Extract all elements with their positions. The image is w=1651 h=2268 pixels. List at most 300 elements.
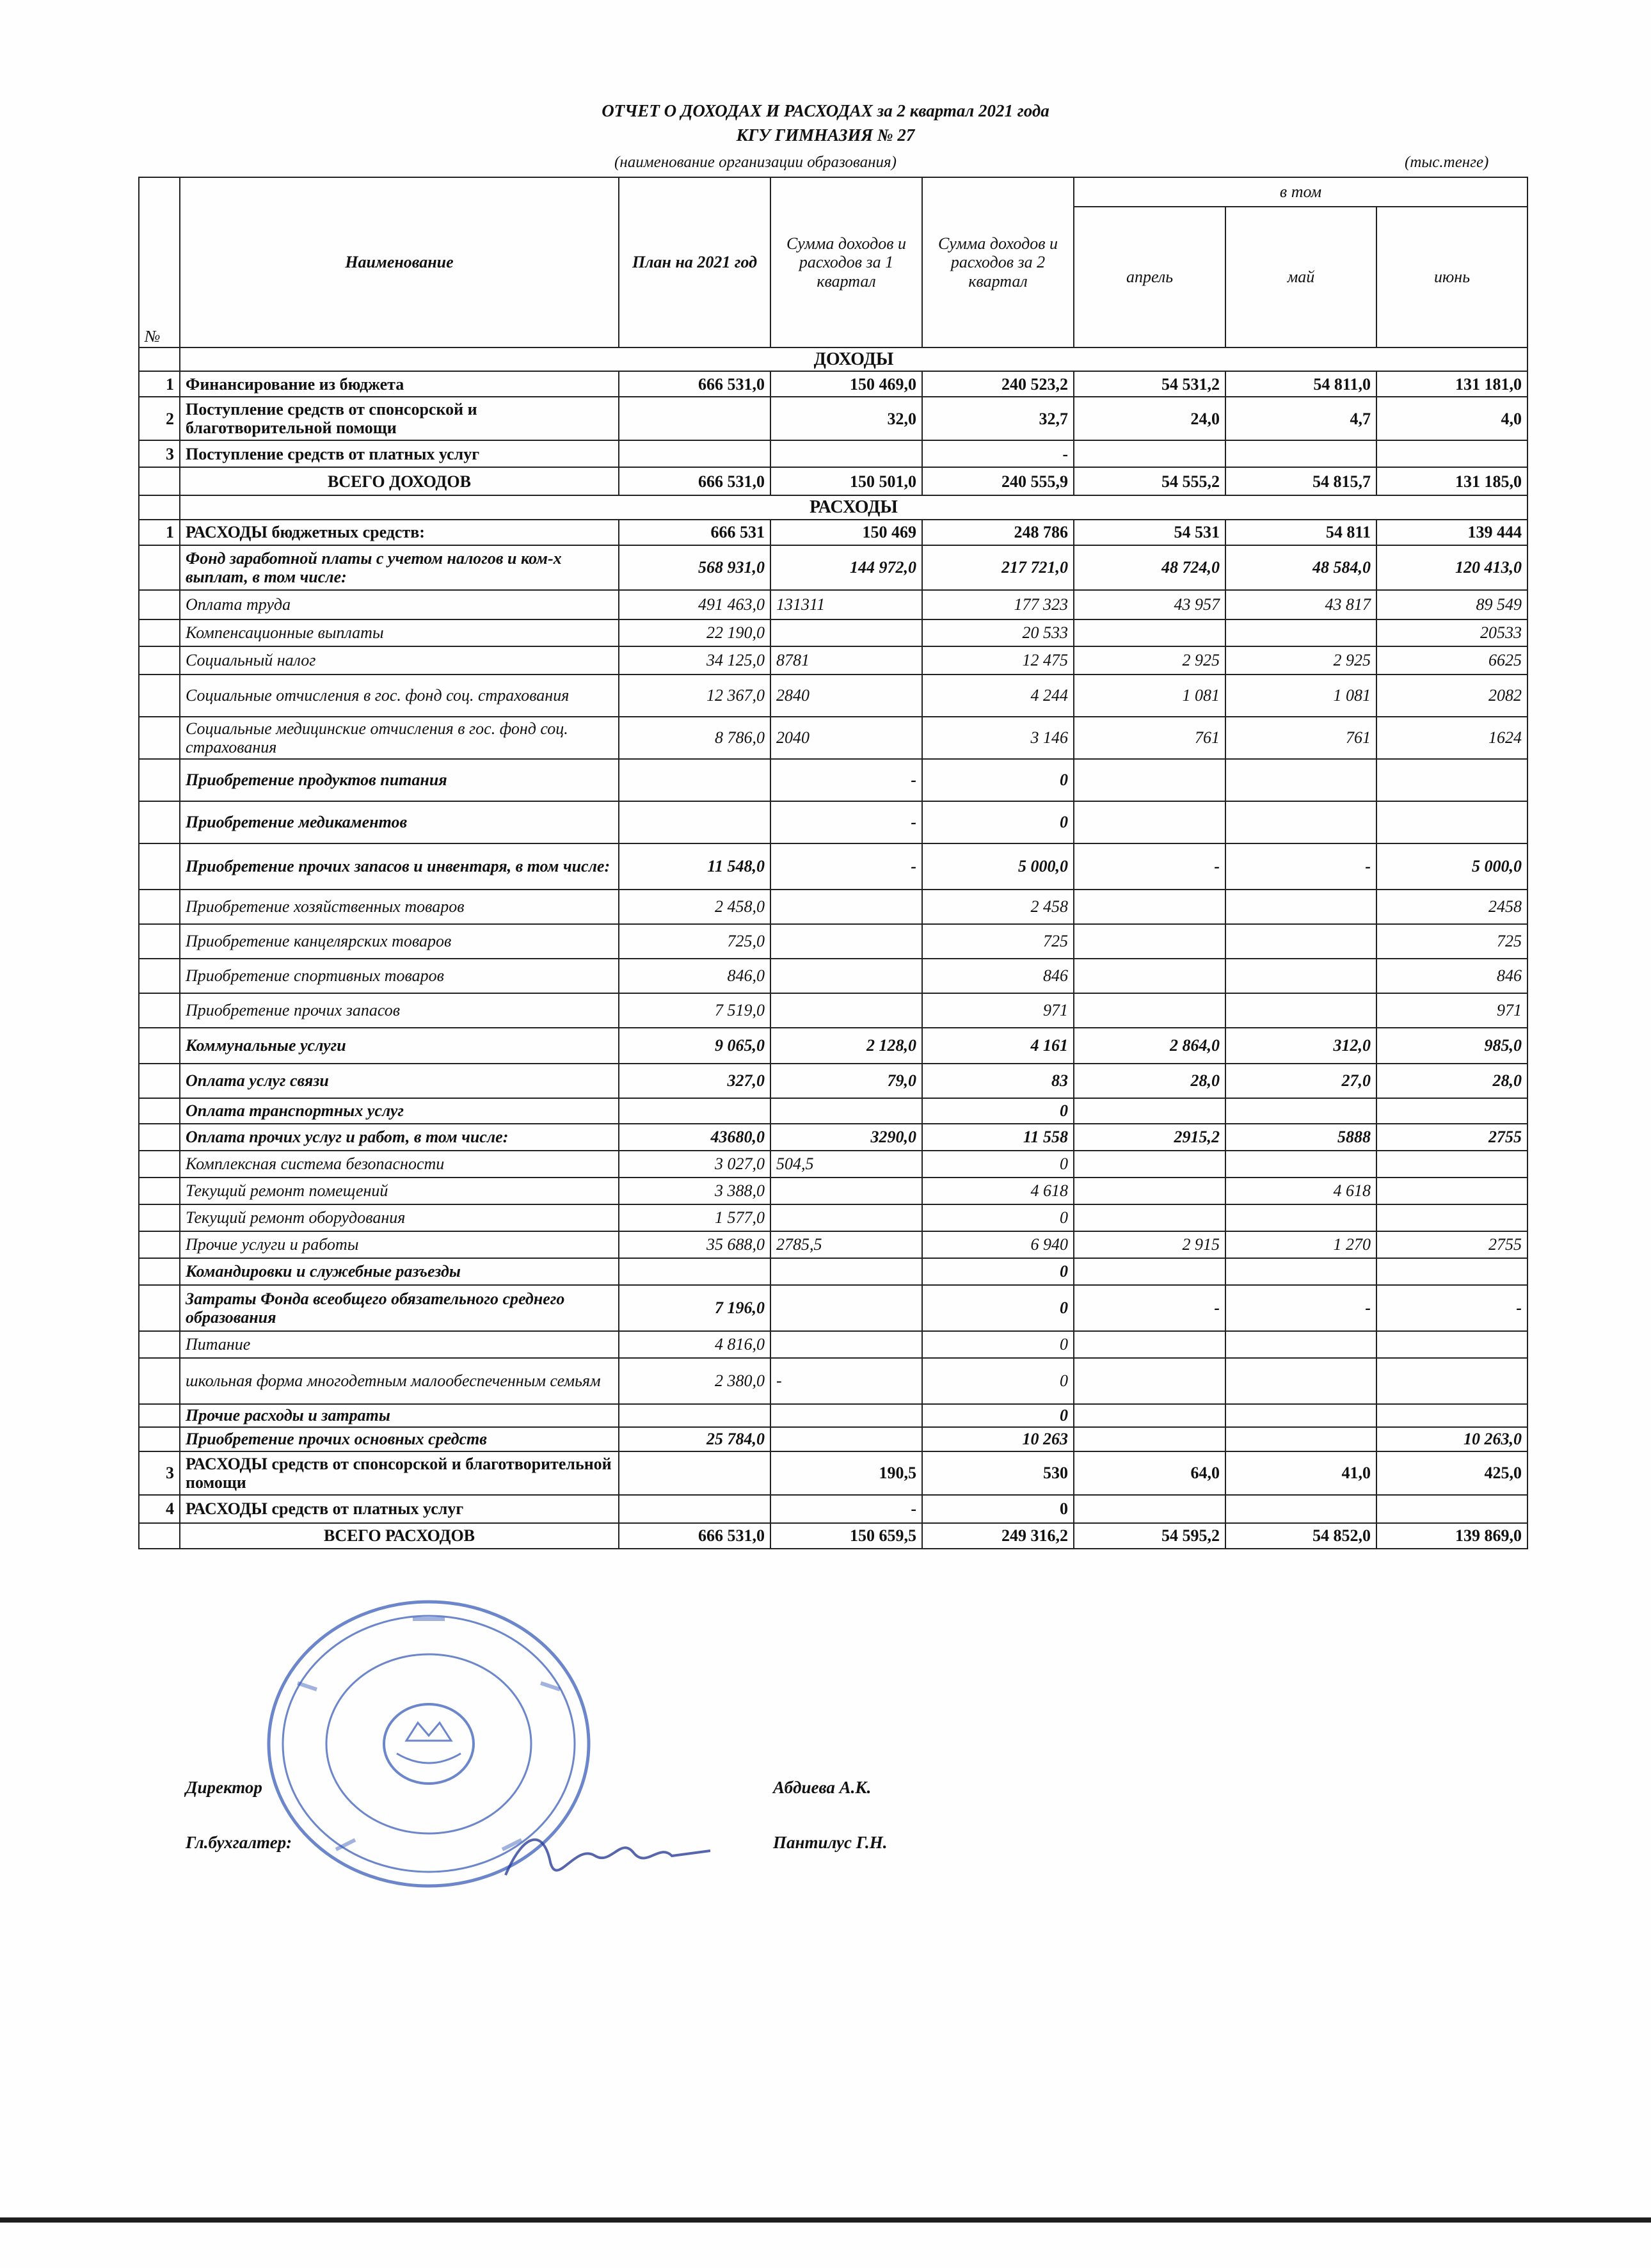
cell-q2: 6 940 <box>922 1231 1074 1258</box>
cell-may: 48 584,0 <box>1225 545 1376 590</box>
expense-row <box>139 1124 1527 1151</box>
cell-apr <box>1074 759 1225 801</box>
cell-q1: 150 469,0 <box>770 371 922 397</box>
cell-jun: 6625 <box>1376 646 1527 675</box>
cell-may: 761 <box>1225 717 1376 759</box>
row-number <box>139 1204 180 1231</box>
cell-may: 1 270 <box>1225 1231 1376 1258</box>
cell-q1 <box>770 1204 922 1231</box>
expense-row <box>139 1495 1527 1523</box>
cell-q1: 2785,5 <box>770 1231 922 1258</box>
income-row <box>139 440 1527 467</box>
row-name: Командировки и служебные разъезды <box>180 1258 619 1285</box>
cell-apr: 54 531,2 <box>1074 371 1225 397</box>
row-number <box>139 1178 180 1204</box>
cell-q1: 131311 <box>770 590 922 619</box>
cell-plan: 9 065,0 <box>619 1028 770 1064</box>
row-number <box>139 590 180 619</box>
row-name: Прочие услуги и работы <box>180 1231 619 1258</box>
expense-row <box>139 1258 1527 1285</box>
cell-q1: 2040 <box>770 717 922 759</box>
cell-q2: 0 <box>922 1495 1074 1523</box>
row-number <box>139 1285 180 1331</box>
cell-q1: 150 501,0 <box>770 467 922 495</box>
cell-q1: 190,5 <box>770 1451 922 1495</box>
row-number <box>139 1358 180 1404</box>
cell-plan <box>619 1404 770 1427</box>
cell-may: 43 817 <box>1225 590 1376 619</box>
row-number <box>139 1523 180 1549</box>
expense-row <box>139 993 1527 1028</box>
cell-q1: 2 128,0 <box>770 1028 922 1064</box>
row-number <box>139 545 180 590</box>
row-number <box>139 959 180 993</box>
expense-total-row <box>139 1523 1527 1549</box>
cell-apr: 2 915 <box>1074 1231 1225 1258</box>
expense-row <box>139 1331 1527 1358</box>
row-name: Приобретение прочих запасов <box>180 993 619 1028</box>
cell-jun <box>1376 1204 1527 1231</box>
cell-apr <box>1074 440 1225 467</box>
cell-q1 <box>770 959 922 993</box>
cell-plan: 22 190,0 <box>619 619 770 646</box>
cell-apr <box>1074 1151 1225 1178</box>
cell-apr: 2 925 <box>1074 646 1225 675</box>
cell-q1 <box>770 1178 922 1204</box>
cell-apr <box>1074 1404 1225 1427</box>
cell-jun <box>1376 1331 1527 1358</box>
row-name: Социальный налог <box>180 646 619 675</box>
cell-jun: 725 <box>1376 924 1527 959</box>
cell-q1 <box>770 1427 922 1451</box>
row-name: Затраты Фонда всеобщего обязательного среднего образования <box>180 1285 619 1331</box>
cell-plan <box>619 1098 770 1124</box>
row-number <box>139 759 180 801</box>
cell-apr: 48 724,0 <box>1074 545 1225 590</box>
expense-row <box>139 545 1527 590</box>
cell-plan: 43680,0 <box>619 1124 770 1151</box>
cell-may <box>1225 959 1376 993</box>
official-seal-stamp <box>259 1593 598 1894</box>
cell-plan: 666 531,0 <box>619 467 770 495</box>
cell-may <box>1225 890 1376 924</box>
row-name: Поступление средств от платных услуг <box>180 440 619 467</box>
cell-q2: 0 <box>922 1358 1074 1404</box>
expense-row <box>139 1427 1527 1451</box>
cell-jun <box>1376 440 1527 467</box>
header-q1: Сумма доходов и расходов за 1 квартал <box>770 177 922 347</box>
cell-q1: 144 972,0 <box>770 545 922 590</box>
cell-apr <box>1074 619 1225 646</box>
cell-jun: 2755 <box>1376 1124 1527 1151</box>
cell-q1: 504,5 <box>770 1151 922 1178</box>
scan-edge-stripe <box>0 2217 1651 2223</box>
cell-jun: 10 263,0 <box>1376 1427 1527 1451</box>
expense-row <box>139 1451 1527 1495</box>
row-name: Приобретение прочих запасов и инвентаря, в том числе: <box>180 843 619 890</box>
income-row <box>139 397 1527 440</box>
header-april: апрель <box>1074 207 1225 347</box>
row-name: ВСЕГО ДОХОДОВ <box>180 467 619 495</box>
cell-q2: 4 161 <box>922 1028 1074 1064</box>
cell-q2: 3 146 <box>922 717 1074 759</box>
cell-plan <box>619 759 770 801</box>
row-number <box>139 1124 180 1151</box>
expense-row <box>139 1404 1527 1427</box>
cell-q1: 79,0 <box>770 1064 922 1098</box>
cell-q2: 4 244 <box>922 675 1074 717</box>
row-name: Компенсационные выплаты <box>180 619 619 646</box>
cell-plan: 3 027,0 <box>619 1151 770 1178</box>
cell-jun: 120 413,0 <box>1376 545 1527 590</box>
cell-may <box>1225 759 1376 801</box>
cell-plan <box>619 1495 770 1523</box>
header-may: май <box>1225 207 1376 347</box>
row-number <box>139 1331 180 1358</box>
expense-row <box>139 520 1527 545</box>
cell-may <box>1225 1495 1376 1523</box>
cell-apr <box>1074 1331 1225 1358</box>
cell-jun: 2082 <box>1376 675 1527 717</box>
cell-q1 <box>770 440 922 467</box>
cell-may <box>1225 1358 1376 1404</box>
cell-plan: 2 458,0 <box>619 890 770 924</box>
cell-plan: 2 380,0 <box>619 1358 770 1404</box>
cell-jun: 425,0 <box>1376 1451 1527 1495</box>
expense-row <box>139 1178 1527 1204</box>
cell-jun: 846 <box>1376 959 1527 993</box>
expense-row <box>139 890 1527 924</box>
expense-section-title: РАСХОДЫ <box>180 495 1527 519</box>
cell-apr: - <box>1074 1285 1225 1331</box>
cell-may <box>1225 801 1376 843</box>
cell-plan: 11 548,0 <box>619 843 770 890</box>
cell-q1: - <box>770 1495 922 1523</box>
expense-row <box>139 801 1527 843</box>
cell-apr: 2915,2 <box>1074 1124 1225 1151</box>
row-name: Приобретение продуктов питания <box>180 759 619 801</box>
row-name: ВСЕГО РАСХОДОВ <box>180 1523 619 1549</box>
cell-jun: 2755 <box>1376 1231 1527 1258</box>
cell-q2: - <box>922 440 1074 467</box>
row-number: 3 <box>139 440 180 467</box>
cell-q1 <box>770 619 922 646</box>
cell-jun <box>1376 1258 1527 1285</box>
cell-q1: - <box>770 1358 922 1404</box>
cell-q1: - <box>770 843 922 890</box>
cell-apr: 64,0 <box>1074 1451 1225 1495</box>
cell-plan: 491 463,0 <box>619 590 770 619</box>
accountant-name: Пантилус Г.Н. <box>773 1833 888 1852</box>
expense-row <box>139 717 1527 759</box>
cell-plan <box>619 1258 770 1285</box>
expense-row <box>139 1028 1527 1064</box>
cell-q2: 0 <box>922 1098 1074 1124</box>
cell-q2: 0 <box>922 1204 1074 1231</box>
row-number <box>139 801 180 843</box>
cell-apr: 43 957 <box>1074 590 1225 619</box>
cell-plan: 3 388,0 <box>619 1178 770 1204</box>
cell-plan: 846,0 <box>619 959 770 993</box>
cell-apr <box>1074 1178 1225 1204</box>
expense-row <box>139 1285 1527 1331</box>
cell-q1 <box>770 1404 922 1427</box>
cell-jun: - <box>1376 1285 1527 1331</box>
cell-apr <box>1074 1358 1225 1404</box>
cell-q1: - <box>770 801 922 843</box>
row-number <box>139 1151 180 1178</box>
row-name: школьная форма многодетным малообеспеченным семьям <box>180 1358 619 1404</box>
cell-q1: 150 469 <box>770 520 922 545</box>
cell-jun: 131 185,0 <box>1376 467 1527 495</box>
cell-jun <box>1376 1151 1527 1178</box>
cell-plan: 12 367,0 <box>619 675 770 717</box>
cell-q2: 83 <box>922 1064 1074 1098</box>
header-in-tom: в том <box>1074 177 1527 207</box>
cell-apr: 54 555,2 <box>1074 467 1225 495</box>
row-name: Оплата прочих услуг и работ, в том числе: <box>180 1124 619 1151</box>
cell-q2: 249 316,2 <box>922 1523 1074 1549</box>
cell-jun: 139 869,0 <box>1376 1523 1527 1549</box>
cell-jun <box>1376 759 1527 801</box>
cell-q2: 530 <box>922 1451 1074 1495</box>
cell-plan <box>619 1451 770 1495</box>
row-number <box>139 467 180 495</box>
row-name: Приобретение медикаментов <box>180 801 619 843</box>
cell-jun <box>1376 1495 1527 1523</box>
row-name: Приобретение прочих основных средств <box>180 1427 619 1451</box>
cell-plan: 4 816,0 <box>619 1331 770 1358</box>
row-number <box>139 675 180 717</box>
cell-apr <box>1074 1258 1225 1285</box>
cell-apr: 761 <box>1074 717 1225 759</box>
expense-row <box>139 1358 1527 1404</box>
row-number <box>139 993 180 1028</box>
row-name: Оплата труда <box>180 590 619 619</box>
row-name: Комплексная система безопасности <box>180 1151 619 1178</box>
row-number <box>139 1258 180 1285</box>
cell-jun: 20533 <box>1376 619 1527 646</box>
cell-may: 2 925 <box>1225 646 1376 675</box>
cell-jun <box>1376 801 1527 843</box>
cell-plan: 666 531 <box>619 520 770 545</box>
cell-q2: 12 475 <box>922 646 1074 675</box>
cell-jun <box>1376 1098 1527 1124</box>
row-number: 2 <box>139 397 180 440</box>
cell-q2: 217 721,0 <box>922 545 1074 590</box>
expense-row <box>139 646 1527 675</box>
cell-q2: 0 <box>922 1404 1074 1427</box>
expense-row <box>139 1204 1527 1231</box>
cell-plan: 35 688,0 <box>619 1231 770 1258</box>
cell-jun: 5 000,0 <box>1376 843 1527 890</box>
row-name: Приобретение канцелярских товаров <box>180 924 619 959</box>
expense-row <box>139 619 1527 646</box>
cell-may <box>1225 993 1376 1028</box>
cell-plan: 666 531,0 <box>619 371 770 397</box>
income-row <box>139 371 1527 397</box>
row-name: Финансирование из бюджета <box>180 371 619 397</box>
cell-apr: 24,0 <box>1074 397 1225 440</box>
cell-q2: 4 618 <box>922 1178 1074 1204</box>
cell-plan: 666 531,0 <box>619 1523 770 1549</box>
cell-may: 312,0 <box>1225 1028 1376 1064</box>
cell-q1: 2840 <box>770 675 922 717</box>
row-number <box>139 1028 180 1064</box>
row-number <box>139 1231 180 1258</box>
header-q2: Сумма доходов и расходов за 2 квартал <box>922 177 1074 347</box>
cell-may: 4,7 <box>1225 397 1376 440</box>
row-number <box>139 717 180 759</box>
cell-q2: 248 786 <box>922 520 1074 545</box>
director-name: Абдиева А.К. <box>773 1778 872 1797</box>
row-number <box>139 1098 180 1124</box>
cell-jun <box>1376 1358 1527 1404</box>
expense-row <box>139 1151 1527 1178</box>
row-name: Поступление средств от спонсорской и благотворительной помощи <box>180 397 619 440</box>
row-number <box>139 619 180 646</box>
cell-q2: 10 263 <box>922 1427 1074 1451</box>
cell-q1 <box>770 1098 922 1124</box>
header-num: № <box>139 177 180 347</box>
cell-may: 54 815,7 <box>1225 467 1376 495</box>
cell-q2: 177 323 <box>922 590 1074 619</box>
cell-plan <box>619 440 770 467</box>
row-name: Социальные отчисления в гос. фонд соц. страхования <box>180 675 619 717</box>
cell-q2: 0 <box>922 1151 1074 1178</box>
cell-jun: 131 181,0 <box>1376 371 1527 397</box>
cell-q2: 11 558 <box>922 1124 1074 1151</box>
cell-may <box>1225 1427 1376 1451</box>
row-number <box>139 1404 180 1427</box>
cell-plan: 725,0 <box>619 924 770 959</box>
expense-row <box>139 959 1527 993</box>
income-section-row <box>139 347 1527 371</box>
income-expense-table <box>138 177 1528 1549</box>
cell-plan: 327,0 <box>619 1064 770 1098</box>
cell-q1 <box>770 1285 922 1331</box>
cell-jun: 89 549 <box>1376 590 1527 619</box>
signature-mark <box>499 1817 717 1894</box>
cell-q2: 0 <box>922 801 1074 843</box>
row-number: 4 <box>139 1495 180 1523</box>
cell-may: 54 852,0 <box>1225 1523 1376 1549</box>
cell-apr <box>1074 801 1225 843</box>
cell-q1: 150 659,5 <box>770 1523 922 1549</box>
cell-jun: 985,0 <box>1376 1028 1527 1064</box>
row-name: Оплата услуг связи <box>180 1064 619 1098</box>
cell-jun: 139 444 <box>1376 520 1527 545</box>
cell-q1 <box>770 1258 922 1285</box>
cell-q2: 2 458 <box>922 890 1074 924</box>
row-name: РАСХОДЫ средств от платных услуг <box>180 1495 619 1523</box>
cell-plan: 7 519,0 <box>619 993 770 1028</box>
cell-apr: 2 864,0 <box>1074 1028 1225 1064</box>
currency-unit: (тыс.тенге) <box>1405 154 1489 171</box>
cell-plan: 34 125,0 <box>619 646 770 675</box>
cell-apr: 54 595,2 <box>1074 1523 1225 1549</box>
cell-apr <box>1074 1495 1225 1523</box>
cell-apr <box>1074 924 1225 959</box>
expense-row <box>139 924 1527 959</box>
expense-row <box>139 1064 1527 1098</box>
cell-q2: 725 <box>922 924 1074 959</box>
cell-may <box>1225 1331 1376 1358</box>
expense-row <box>139 1098 1527 1124</box>
cell-q2: 240 523,2 <box>922 371 1074 397</box>
cell-jun <box>1376 1178 1527 1204</box>
cell-q1: 32,0 <box>770 397 922 440</box>
cell-may: 54 811 <box>1225 520 1376 545</box>
cell-q2: 0 <box>922 1285 1074 1331</box>
cell-plan <box>619 397 770 440</box>
organization-caption: (наименование организации образования) <box>614 154 897 171</box>
accountant-label: Гл.бухгалтер: <box>186 1833 292 1852</box>
expense-row <box>139 675 1527 717</box>
cell-may: - <box>1225 1285 1376 1331</box>
cell-q1 <box>770 1331 922 1358</box>
cell-q1 <box>770 924 922 959</box>
cell-may <box>1225 1404 1376 1427</box>
cell-q2: 0 <box>922 1258 1074 1285</box>
cell-apr <box>1074 1204 1225 1231</box>
cell-q2: 5 000,0 <box>922 843 1074 890</box>
cell-may: 54 811,0 <box>1225 371 1376 397</box>
income-total-row <box>139 467 1527 495</box>
row-name: Питание <box>180 1331 619 1358</box>
cell-may <box>1225 1098 1376 1124</box>
row-number: 1 <box>139 520 180 545</box>
report-title: ОТЧЕТ О ДОХОДАХ И РАСХОДАХ за 2 квартал 2021 года <box>602 101 1049 120</box>
row-name: Социальные медицинские отчисления в гос. фонд соц. страхования <box>180 717 619 759</box>
cell-apr: 28,0 <box>1074 1064 1225 1098</box>
row-name: Фонд заработной платы с учетом налогов и ком-х выплат, в том числе: <box>180 545 619 590</box>
income-section-title: ДОХОДЫ <box>180 347 1527 371</box>
expense-row <box>139 759 1527 801</box>
header-june: июнь <box>1376 207 1527 347</box>
cell-plan: 25 784,0 <box>619 1427 770 1451</box>
row-name: Приобретение хозяйственных товаров <box>180 890 619 924</box>
row-number <box>139 1064 180 1098</box>
row-name: Текущий ремонт помещений <box>180 1178 619 1204</box>
cell-apr <box>1074 993 1225 1028</box>
expense-row <box>139 1231 1527 1258</box>
row-name: Прочие расходы и затраты <box>180 1404 619 1427</box>
cell-q1: 8781 <box>770 646 922 675</box>
row-name: Приобретение спортивных товаров <box>180 959 619 993</box>
row-name: Оплата транспортных услуг <box>180 1098 619 1124</box>
row-name: Коммунальные услуги <box>180 1028 619 1064</box>
cell-plan: 8 786,0 <box>619 717 770 759</box>
cell-may <box>1225 619 1376 646</box>
cell-q2: 846 <box>922 959 1074 993</box>
cell-jun: 971 <box>1376 993 1527 1028</box>
organization-name: КГУ ГИМНАЗИЯ № 27 <box>736 125 915 145</box>
row-name: РАСХОДЫ средств от спонсорской и благотворительной помощи <box>180 1451 619 1495</box>
cell-plan: 1 577,0 <box>619 1204 770 1231</box>
expense-section-row <box>139 495 1527 519</box>
cell-q2: 971 <box>922 993 1074 1028</box>
row-number: 3 <box>139 1451 180 1495</box>
row-number <box>139 1427 180 1451</box>
cell-q2: 32,7 <box>922 397 1074 440</box>
cell-q2: 0 <box>922 1331 1074 1358</box>
cell-q1 <box>770 993 922 1028</box>
row-number: 1 <box>139 371 180 397</box>
cell-jun: 2458 <box>1376 890 1527 924</box>
director-label: Директор <box>186 1778 262 1797</box>
cell-q2: 0 <box>922 759 1074 801</box>
